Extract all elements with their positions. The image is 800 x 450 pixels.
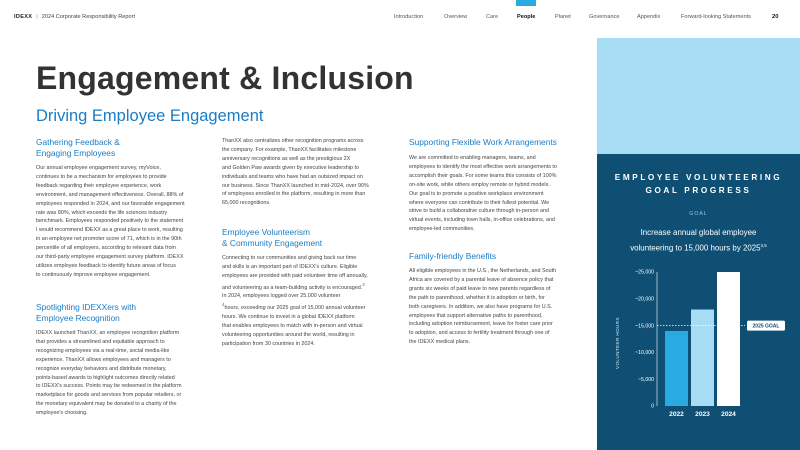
nav-introduction[interactable]: Introduction xyxy=(394,14,424,20)
nav-governance[interactable]: Governance xyxy=(589,14,620,20)
volunteerism-body: Connecting to our communities and giving back our time and skills is an important part of IDEXX's culture. Eligible employees are provided with paid volunteer time off annually, and volunteering as a team-building activity is encouraged.$^3$ In 2024, employees logged over 25,000 volunteer $^4$hours, exceeding our 2025 goal of 15,000 annual volunteer hours. We continue to invest in a global IDEXX platform that enables employees to match with in-person and virtual volunteering opportunities around the world, resulting in participation from 30 countries in 2024. xyxy=(222,255,368,347)
x-tick-label-2023: 2023 xyxy=(695,411,710,418)
y-tick-label: ~20,000 xyxy=(635,296,654,303)
y-tick-label: ~25,000 xyxy=(635,269,654,276)
nav-planet[interactable]: Planet xyxy=(555,14,571,20)
nav-care[interactable]: Care xyxy=(486,14,499,20)
bar-2022 xyxy=(665,331,688,406)
page-title: Engagement & Inclusion xyxy=(36,60,414,96)
bar-2023 xyxy=(691,310,714,406)
active-tab-marker xyxy=(516,0,536,6)
y-tick-label: ~15,000 xyxy=(635,323,654,330)
footnote-ref[interactable]: 4 xyxy=(222,302,225,308)
gathering-heading: Gathering Feedback & Engaging Employees xyxy=(36,137,120,158)
gathering-body: Our annual employee engagement survey, myVoice, continues to be a mechanism for employees to provide feedback regarding their employee experience, work environment, and management effectiveness. Overall, 88% of employees responded in 2024, and our favorable engagement rate was 80%, which exceeds the life sciences industry benchmark. Employees responded positively to the statement I would recommend IDEXX as a great place to work, resulting in an employee net promoter score of 71, which is in the 90th percentile of all employers, according to relevant data from our third-party employee engagement survey platform. IDEXX utilizes employee feedback to identify future areas of focus to continuously improve employee engagement. xyxy=(36,165,185,278)
goal-label: GOAL xyxy=(689,211,708,217)
spotlighting-heading: Spotlighting IDEXXers with Employee Recognition xyxy=(36,302,137,323)
nav-appendix[interactable]: Appendix xyxy=(637,14,661,20)
report-brand[interactable]: IDEXX | 2024 Corporate Responsibility Report xyxy=(14,14,136,20)
bar-2024 xyxy=(717,272,740,406)
nav-forward-looking[interactable]: Forward-looking Statements xyxy=(681,14,751,20)
thanxx-body: ThanXX also centralizes other recognition programs across the company. For example, ThanXX facilitates milestone anniversary recognitions as well as the prestigious 2X and Golden Paw awards given by executive leadership to individuals and teams who have had an outsized impact on our business. Since ThanXX launched in mid-2024, over 90% of employees enrolled in the platform, resulting in more than 65,000 recognitions. xyxy=(222,138,369,207)
flexible-heading: Supporting Flexible Work Arrangements xyxy=(409,137,557,147)
goal-footnote[interactable]: 3,5 xyxy=(760,242,767,248)
panel-accent-block xyxy=(597,38,800,154)
footnote-ref[interactable]: 3 xyxy=(362,281,365,287)
goal-description: Increase annual global employee volunteering to 15,000 hours by 2025$^{3,5}$ xyxy=(630,228,767,253)
nav-people[interactable]: People xyxy=(517,14,536,20)
page-number: 20 xyxy=(772,14,779,20)
x-tick-label-2022: 2022 xyxy=(669,411,684,418)
y-tick-label: 0 xyxy=(651,403,654,410)
y-axis-label: VOLUNTEER HOURS xyxy=(615,317,620,369)
goal-label-text: 2025 GOAL xyxy=(752,323,780,330)
family-body: All eligible employees in the U.S., the Netherlands, and South Africa are covered by a parental leave of absence policy that grants six weeks of paid leave to new parents regardless of the path to parenthood, whether it is adoption or birth, for both caregivers. In addition, we also have programs for U.S. employees that support alternative paths to parenthood, including adoption reimbursement, leave for foster care prior to adoption, and access to fertility treatment through one of the IDEXX medical plans. xyxy=(409,268,557,346)
page-subtitle: Driving Employee Engagement xyxy=(36,107,264,125)
report-name: 2024 Corporate Responsibility Report xyxy=(41,14,136,20)
x-tick-label-2024: 2024 xyxy=(721,411,736,418)
volunteerism-heading: Employee Volunteerism & Community Engagement xyxy=(222,227,323,248)
nav-overview[interactable]: Overview xyxy=(444,14,468,20)
y-tick-label: ~10,000 xyxy=(635,350,654,357)
spotlighting-body: IDEXX launched ThanXX, an employee recognition platform that provides a streamlined and equitable approach to recognizing employees via a real-time, social media-like experience. ThanXX allows employees and managers to recognize everyday behaviors and distribute monetary, points-based awards to highlight outcomes directly related to IDEXX's success. Points may be redeemed in the platform marketplace for goods and services from popular retailers, or the monetary equivalent may be donated to a charity of the employee's choosing. xyxy=(36,330,182,417)
family-heading: Family-friendly Benefits xyxy=(409,251,497,261)
top-header xyxy=(0,0,800,34)
panel-title: EMPLOYEE VOLUNTEERING GOAL PROGRESS xyxy=(614,173,783,195)
volunteer-hours-chart xyxy=(597,260,800,430)
y-tick-label: ~5,000 xyxy=(637,376,654,383)
brand-name: IDEXX xyxy=(14,14,33,20)
flexible-body: We are committed to enabling managers, teams, and employees to identify the most effective work arrangements to accomplish their goals. For some teams this consists of 100% on-site work, while others employ remote or hybrid models. Our goal is to promote a positive workplace environment where everyone can contribute to their fullest potential. We strive to build a collaborative culture through in-person and virtual events, including town halls, in-office celebrations, and employee-led communities. xyxy=(409,155,557,233)
